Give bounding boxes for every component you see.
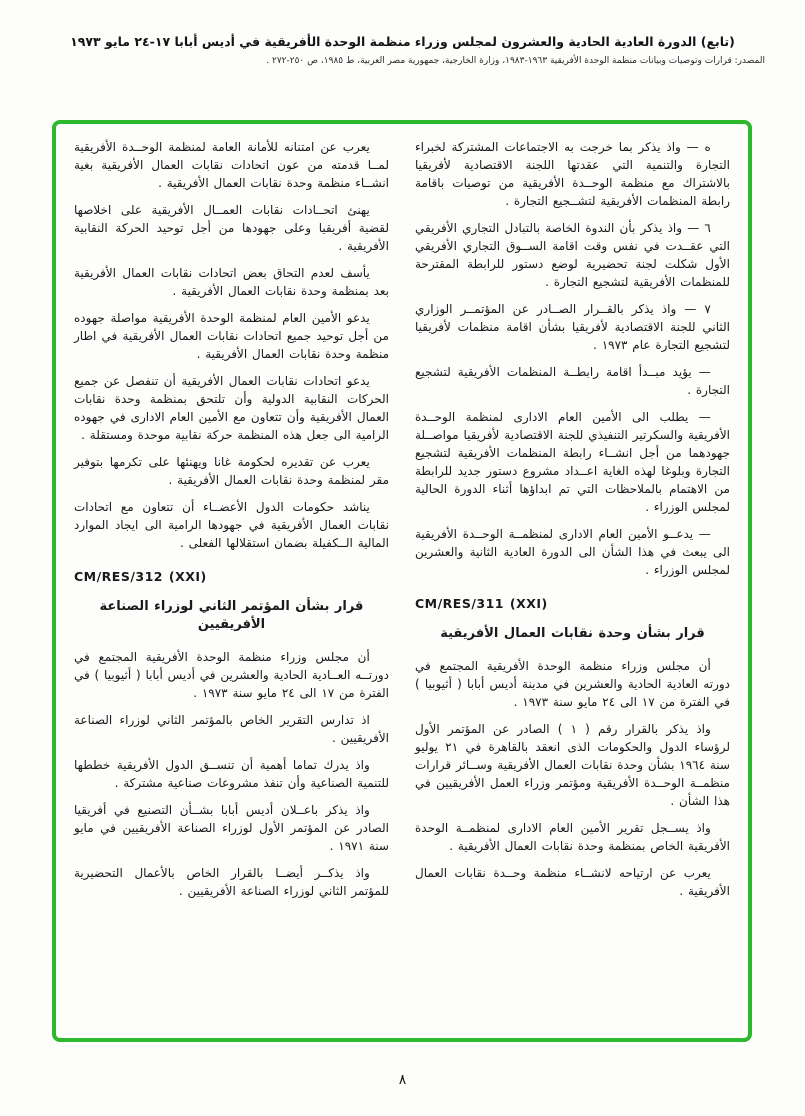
paragraph: اذ تدارس التقرير الخاص بالمؤتمر الثاني لوزراء الصناعة الأفريقيين . [74, 713, 389, 745]
paragraph: واذ يذكــر أيضــا بالقرار الخاص بالأعمال التحضيرية للمؤتمر الثاني لوزراء الصناعة الأفريقيين . [74, 866, 389, 898]
paragraph: يعرب عن تقديره لحكومة غانا ويهنئها على تكرمها بتوفير مقر لمنظمة وحدة نقابات العمال الأفريقية . [74, 455, 389, 487]
document-title: (تابع) الدورة العادية الحادية والعشرون لمجلس وزراء منظمة الوحدة الأفريقية في أديس أبابا ١٧-٢٤ مايو ١٩٧٣ [70, 34, 735, 49]
left-column [74, 138, 389, 1024]
resolution-code: CM/RES/312 (XXI) [74, 569, 207, 584]
paragraph: يهنئ اتحــادات نقابات العمــال الأفريقية على اخلاصها لقضية أفريقيا وعلى جهودها من أجل توحيد الحركة النقابية الأفريقية . [74, 203, 389, 253]
paragraph: أن مجلس وزراء منظمة الوحدة الأفريقية المجتمع في دورتــه العــادية الحادية والعشرين في أديس أبابا ( أثيوبيا ) في الفترة من ١٧ الى ٢٤ مايو سنة ١٩٧٣ . [74, 650, 389, 700]
paragraph: — يطلب الى الأمين العام الادارى لمنظمة الوحــدة الأفريقية والسكرتير التنفيذي للجنة الاقتصادية لأفريقيا مواصــلة جهودهما من أجل انشــاء رابطة المنظمات الأفريقية لتشجيع التجارة وبلوغا لهذه الغاية اعــداد مشروع دستور جديد للرابطة من الاهتمام بالملاحظات التي تم ابداؤها أثناء الدورة الحالية لمجلس الوزراء . [415, 410, 730, 514]
content-border-box [52, 120, 752, 1042]
paragraph: يعرب عن امتنانه للأمانة العامة لمنظمة الوحــدة الأفريقية لمــا قدمته من عون اتحادات نقابات العمال الأفريقية بغية انشــاء منظمة وحدة نقابات العمال الأفريقية . [74, 140, 389, 190]
paragraph: يناشد حكومات الدول الأعضــاء أن تتعاون مع اتحادات نقابات العمال الأفريقية في جهودها الرامية الى ايجاد الموارد المالية الــكفيلة بضمان استقلالها الفعلى . [74, 500, 389, 550]
resolution-code: CM/RES/311 (XXI) [415, 596, 548, 611]
document-source-line: المصدر: قرارات وتوصيات وبيانات منظمة الوحدة الأفريقية ١٩٦٣-١٩٨٣، وزارة الخارجية، جمهورية مصر العربية، ط ١٩٨٥، ص ٢٥٠-٢٧٢ . [266, 56, 765, 66]
paragraph: — يدعــو الأمين العام الادارى لمنظمــة الوحــدة الأفريقية الى يبعث في هذا الشأن الى الدورة العادية الثانية والعشرين لمجلس الوزراء . [415, 527, 730, 577]
two-column-layout [56, 124, 748, 1038]
paragraph: أن مجلس وزراء منظمة الوحدة الأفريقية المجتمع في دورته العادية الحادية والعشرين في مدينة أديس أبابا ( أثيوبيا ) في الفترة من ١٧ الى ٢٤ مايو سنة ١٩٧٣ . [415, 659, 730, 709]
paragraph: واذ يدرك تماما أهمية أن تنســق الدول الأفريقية خططها للتنمية الصناعية وأن تنفذ مشروعات صناعية مشتركة . [74, 758, 389, 790]
resolution-heading: قرار بشأن المؤتمر الثاني لوزراء الصناعة الأفريقيين [99, 599, 364, 632]
page-number: ٨ [398, 1072, 407, 1088]
paragraph: ٦ — واذ يذكر بأن الندوة الخاصة بالتبادل التجاري الأفريقي التي عقــدت في نفس وقت اقامة الســوق التجاري الأفريقي الأول شكلت لجنة تحضيرية لوضع دستور للرابطة المقترحة للمنظمات الأفريقية لتشجيع التجارة . [415, 221, 730, 289]
paragraph: يأسف لعدم التحاق بعض اتحادات نقابات العمال الأفريقية بعد بمنظمة وحدة نقابات العمال الأفريقية . [74, 266, 389, 298]
paragraph: واذ يســجل تقرير الأمين العام الادارى لمنظمــة الوحدة الأفريقية الخاص بمنظمة وحدة نقابات العمال الأفريقية . [415, 821, 730, 853]
paragraph: ه — واذ يذكر بما خرجت به الاجتماعات المشتركة لخبراء التجارة والتنمية التي عقدتها اللجنة الاقتصادية لأفريقيا بالاشتراك مع منظمة الوحــدة الأفريقية من توصيات باقامة رابطة المنظمات الأفريقية لتشــجيع التجارة . [415, 140, 730, 208]
resolution-heading: قرار بشأن وحدة نقابات العمال الأفريقية [440, 626, 705, 641]
paragraph: يدعو الأمين العام لمنظمة الوحدة الأفريقية مواصلة جهوده من أجل توحيد جميع اتحادات نقابات العمال الأفريقية في اطار منظمة وحدة نقابات العمال الأفريقية . [74, 311, 389, 361]
document-header [0, 0, 805, 66]
paragraph: يعرب عن ارتياحه لانشــاء منظمة وحــدة نقابات العمال الأفريقية . [415, 866, 730, 898]
paragraph: — يؤيد مبــدأ اقامة رابطــة المنظمات الأفريقية لتشجيع التجارة . [415, 365, 730, 397]
right-column [415, 138, 730, 1024]
paragraph: يدعو اتحادات نقابات العمال الأفريقية أن تنفصل عن جميع الحركات النقابية الدولية وأن تلتحق بمنظمة وحدة نقابات العمال الأفريقية وأن تتعاون مع الأمين العام الادارى في جهوده الرامية الى جعل هذه المنظمة حركة نقابية موحدة ومستقلة . [74, 374, 389, 442]
paragraph: ٧ — واذ يذكر بالقــرار الصــادر عن المؤتمــر الوزاري الثاني للجنة الاقتصادية لأفريقيا بشأن اقامة منظمات لأفريقيا لتشجيع التجارة عام ١٩٧٣ . [415, 302, 730, 352]
paragraph: واذ يذكر بالقرار رقم ( ١ ) الصادر عن المؤتمر الأول لرؤساء الدول والحكومات الذى انعقد بالقاهرة في ٢١ يوليو سنة ١٩٦٤ بشأن وحدة نقابات العمال الأفريقية وســائر قرارات منظمــة الوحــدة الأفريقية ومؤتمر وزراء العمل الأفريقيين في هذا الشأن . [415, 722, 730, 808]
paragraph: واذ يذكر باعــلان أديس أبابا بشــأن التصنيع في أفريقيا الصادر عن المؤتمر الأول لوزراء الصناعة الأفريقيين في مايو سنة ١٩٧١ . [74, 803, 389, 853]
